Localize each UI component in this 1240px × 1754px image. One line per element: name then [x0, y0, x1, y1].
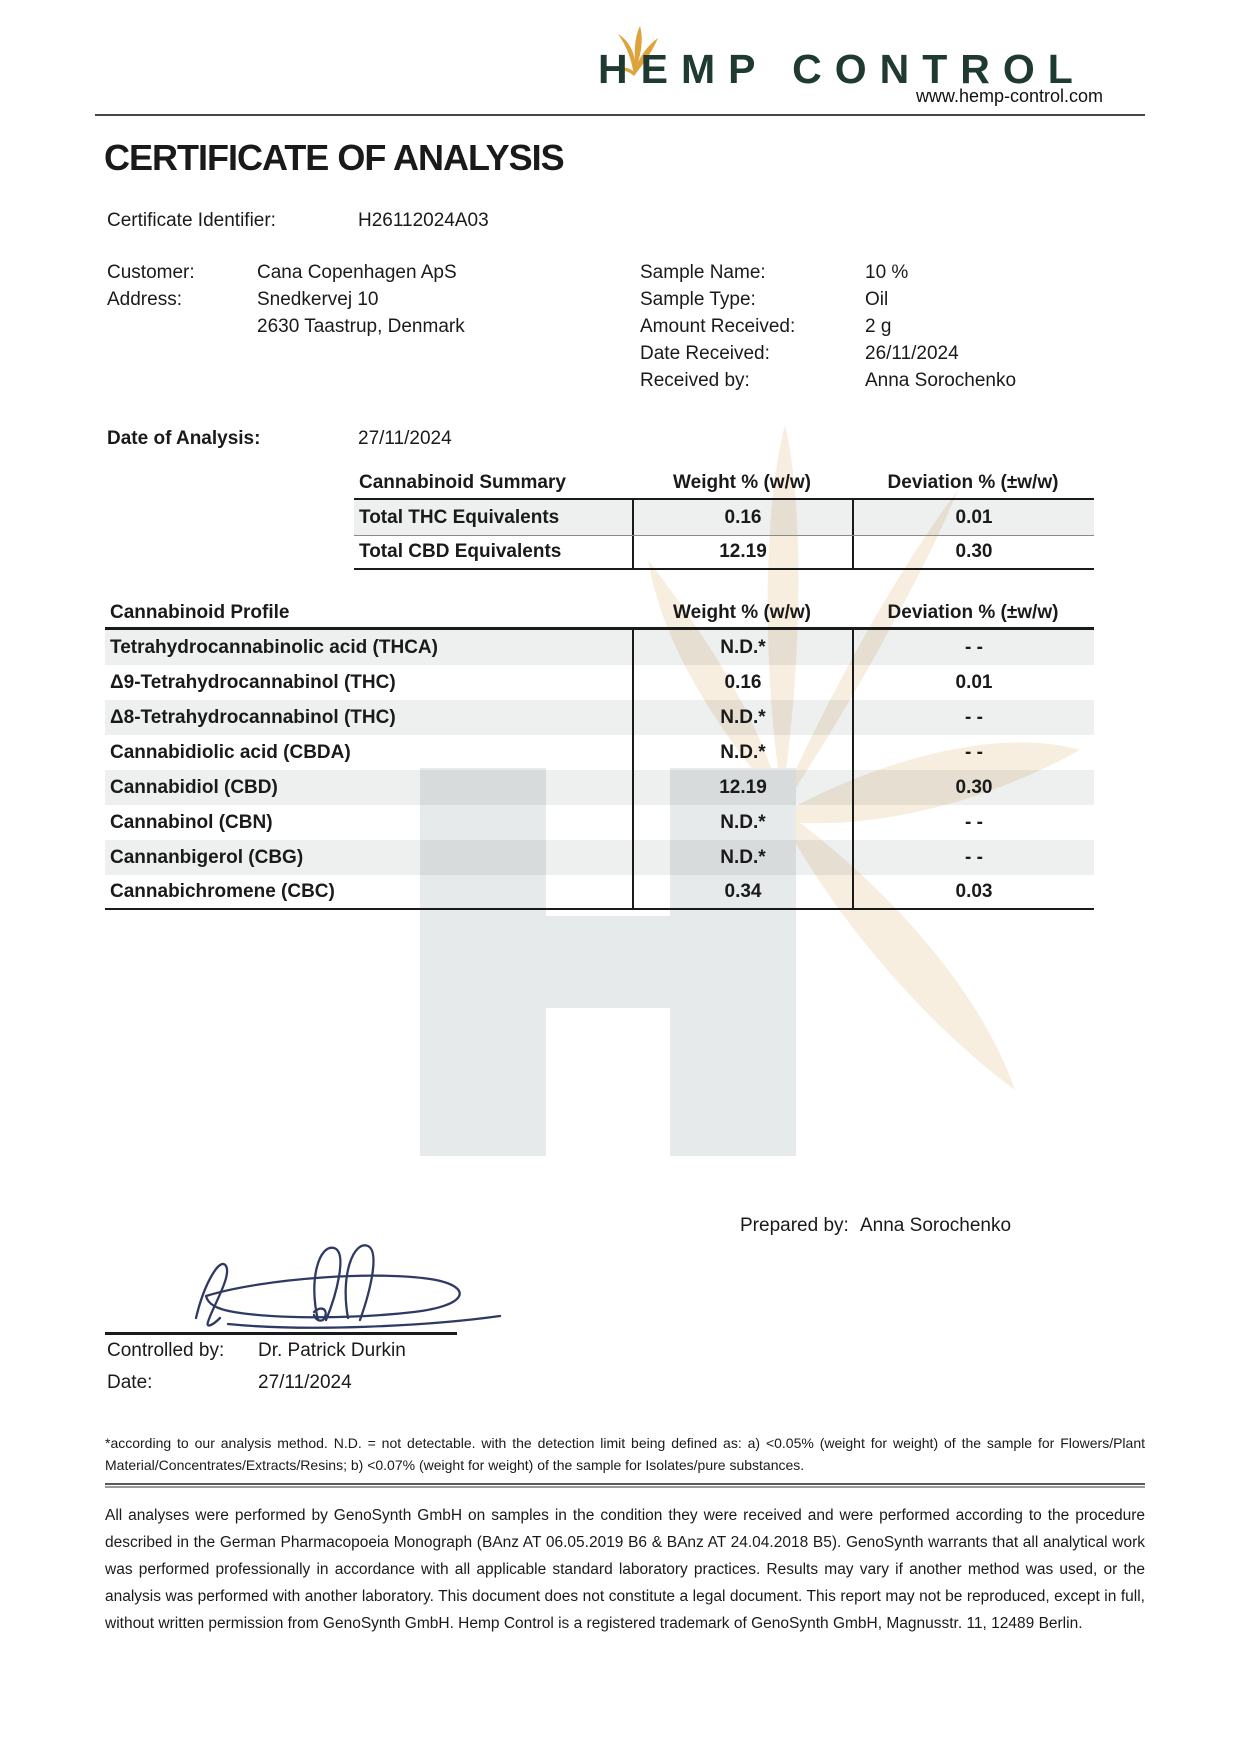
sample-row: [640, 343, 959, 365]
row-name: Δ8-Tetrahydrocannabinol (THC): [110, 706, 396, 728]
row-weight: N.D.*: [632, 840, 852, 875]
sample-name-value: 10 %: [865, 262, 909, 283]
table-row: [105, 770, 1094, 805]
row-name: Total CBD Equivalents: [359, 541, 562, 562]
row-deviation: 0.30: [852, 536, 1094, 568]
row-name: Cannabidiol (CBD): [110, 776, 278, 798]
footnote: *according to our analysis method. N.D. = not detectable. with the detection limit being defined as: a) <0.05% (weight for weight) of the sample for Flowers/Plant Material/Concentrates/Extracts/Resins; b) <0.07% (weight for weight) of the sample for Isolates/pure substances.: [105, 1435, 1145, 1473]
address-label: Address:: [107, 289, 182, 310]
received-by-label: Received by:: [640, 370, 750, 391]
certificate-identifier-value: H26112024A03: [358, 210, 489, 231]
signature-line: [105, 1332, 457, 1335]
signature: [168, 1222, 518, 1342]
summary-header-weight: Weight % (w/w): [673, 472, 811, 493]
controlled-by-label: Controlled by:: [107, 1340, 225, 1361]
row-deviation: - -: [852, 840, 1094, 875]
date-received-label: Date Received:: [640, 343, 770, 364]
row-name: Cannabichromene (CBC): [110, 880, 335, 902]
row-weight: 12.19: [632, 536, 852, 568]
prepared-by-value: Anna Sorochenko: [860, 1215, 1012, 1236]
row-name: Cannabidiolic acid (CBDA): [110, 741, 351, 763]
row-weight: 12.19: [632, 770, 852, 805]
customer-row: [107, 262, 457, 284]
table-row: [105, 805, 1094, 840]
table-row: [105, 735, 1094, 770]
row-name: Δ9-Tetrahydrocannabinol (THC): [110, 671, 396, 693]
page-title: CERTIFICATE OF ANALYSIS: [104, 137, 564, 178]
header-rule: [95, 114, 1145, 116]
table-row: [354, 500, 1094, 535]
prepared-by-label: Prepared by:: [740, 1215, 849, 1236]
table-row: [105, 700, 1094, 735]
table-row: [354, 535, 1094, 570]
row-deviation: 0.01: [852, 665, 1094, 700]
controlled-by-value: Dr. Patrick Durkin: [258, 1340, 406, 1361]
row-weight: 0.34: [632, 875, 852, 908]
address-line2: 2630 Taastrup, Denmark: [257, 316, 465, 337]
prepared-by-row: [740, 1215, 1011, 1237]
row-deviation: 0.30: [852, 770, 1094, 805]
profile-header-row: [105, 598, 1094, 630]
row-deviation: - -: [852, 735, 1094, 770]
row-weight: N.D.*: [632, 700, 852, 735]
profile-header-deviation: Deviation % (±w/w): [887, 601, 1059, 623]
summary-header-deviation: Deviation % (±w/w): [887, 472, 1059, 493]
amount-received-value: 2 g: [865, 316, 892, 337]
row-deviation: - -: [852, 630, 1094, 665]
cannabinoid-profile-table: [105, 598, 1094, 910]
row-weight: 0.16: [632, 500, 852, 535]
sample-row: [640, 289, 888, 311]
address-row: [107, 289, 378, 311]
footnote-divider: [105, 1483, 1145, 1488]
profile-header-name: Cannabinoid Profile: [110, 601, 290, 623]
certificate-identifier: [107, 210, 489, 232]
controlled-date-label: Date:: [107, 1372, 153, 1393]
table-row: [105, 665, 1094, 700]
website-link[interactable]: www.hemp-control.com: [915, 86, 1103, 106]
row-weight: N.D.*: [632, 735, 852, 770]
sample-type-value: Oil: [865, 289, 889, 310]
disclaimer: All analyses were performed by GenoSynth GmbH on samples in the condition they were received and were performed according to the procedure described in the German Pharmacopoeia Monograph (BAnz AT 06.05.2019 B6 & BAnz AT 24.04.2018 B5). GenoSynth warrants that all analytical work was performed professionally in accordance with all applicable standard laboratory practices. Results may vary if another method was used, or the analysis was performed with another laboratory. This document does not constitute a legal document. This report may not be reproduced, except in full, without written permission from GenoSynth GmbH. Hemp Control is a registered trademark of GenoSynth GmbH, Magnusstr. 11, 12489 Berlin.: [105, 1507, 1145, 1632]
date-received-value: 26/11/2024: [865, 343, 959, 364]
logo: [598, 24, 1086, 92]
date-of-analysis-value: 27/11/2024: [358, 428, 452, 449]
received-by-value: Anna Sorochenko: [865, 370, 1017, 391]
summary-header-row: [354, 468, 1094, 500]
row-name: Total THC Equivalents: [359, 506, 560, 528]
controlled-by-row: [107, 1340, 406, 1362]
table-row: [105, 840, 1094, 875]
table-row: [105, 630, 1094, 665]
controlled-date-value: 27/11/2024: [258, 1372, 352, 1393]
row-weight: N.D.*: [632, 805, 852, 840]
row-name: Tetrahydrocannabinolic acid (THCA): [110, 636, 438, 658]
cannabinoid-summary-table: [354, 468, 1094, 570]
row-name: Cannanbigerol (CBG): [110, 846, 304, 868]
profile-header-weight: Weight % (w/w): [673, 601, 811, 623]
sample-type-label: Sample Type:: [640, 289, 756, 310]
sample-row: [640, 316, 891, 338]
customer-label: Customer:: [107, 262, 195, 283]
certificate-identifier-label: Certificate Identifier:: [107, 210, 276, 231]
row-weight: 0.16: [632, 665, 852, 700]
sample-row: [640, 262, 908, 284]
row-deviation: - -: [852, 700, 1094, 735]
row-deviation: - -: [852, 805, 1094, 840]
sample-row: [640, 370, 1016, 392]
customer-name: Cana Copenhagen ApS: [257, 262, 457, 283]
logo-text: HEMP CONTROL: [598, 46, 1086, 92]
address-line1: Snedkervej 10: [257, 289, 379, 310]
row-deviation: 0.03: [852, 875, 1094, 908]
date-of-analysis-label: Date of Analysis:: [107, 428, 261, 449]
date-of-analysis-row: [107, 428, 452, 450]
address-row2: [257, 316, 465, 338]
row-deviation: 0.01: [852, 500, 1094, 535]
table-row: [105, 875, 1094, 910]
row-name: Cannabinol (CBN): [110, 811, 273, 833]
summary-header-name: Cannabinoid Summary: [359, 472, 566, 493]
row-weight: N.D.*: [632, 630, 852, 665]
controlled-date-row: [107, 1372, 352, 1394]
amount-received-label: Amount Received:: [640, 316, 796, 337]
sample-name-label: Sample Name:: [640, 262, 766, 283]
